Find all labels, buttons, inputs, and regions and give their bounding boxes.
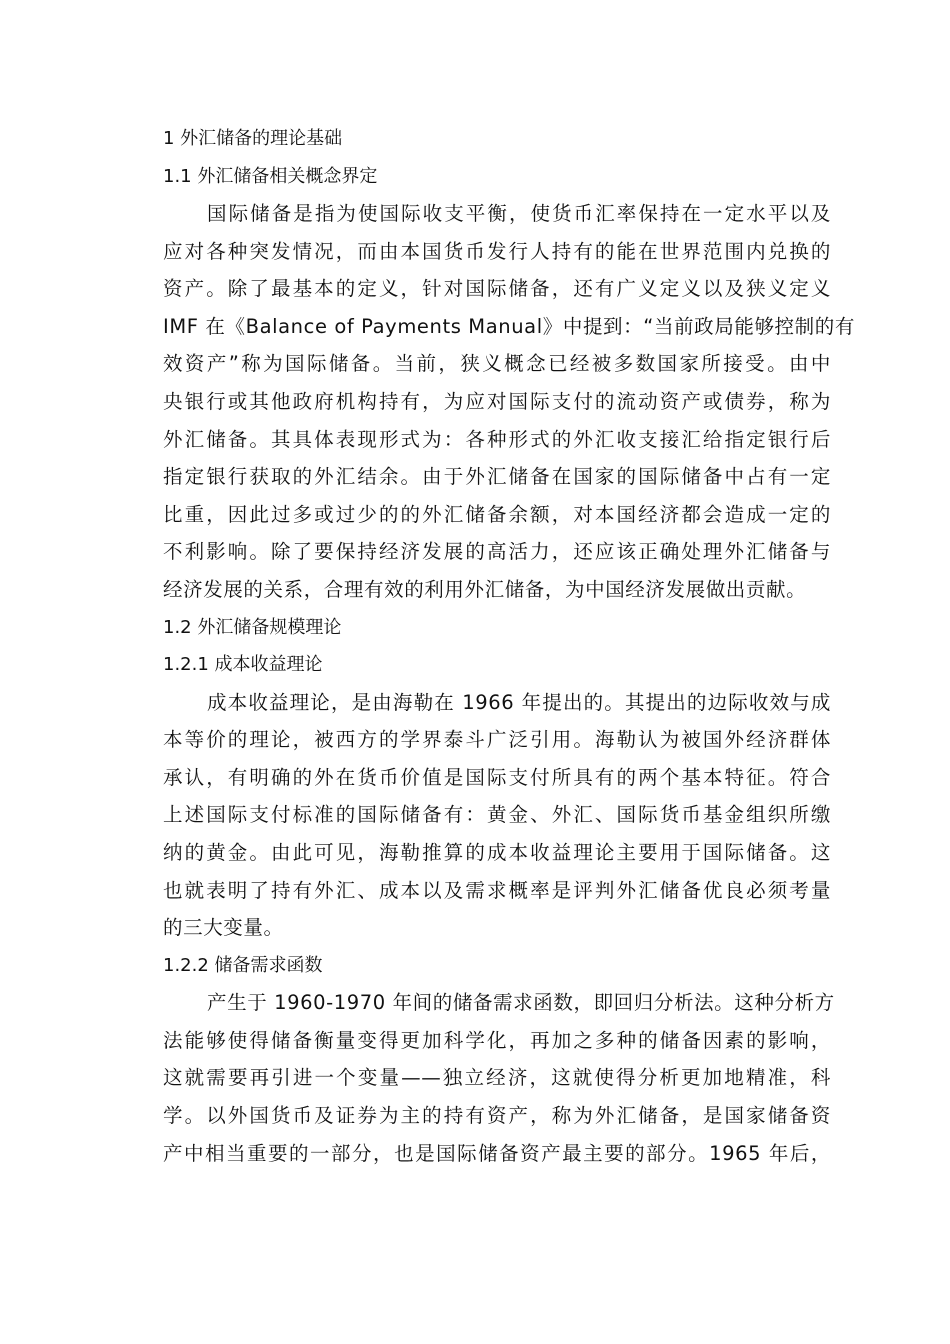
text-line: 比重，因此过多或过少的的外汇储备余额，对本国经济都会造成一定的 xyxy=(163,502,831,526)
section-heading-1-2-2: 1.2.2 储备需求函数 xyxy=(163,954,323,976)
text-line: 学。以外国货币及证券为主的持有资产，称为外汇储备，是国家储备资 xyxy=(163,1103,831,1127)
text-line: 承认，有明确的外在货币价值是国际支付所具有的两个基本特征。符合 xyxy=(163,765,831,789)
text-line: 成本收益理论，是由海勒在 1966 年提出的。其提出的边际收效与成 xyxy=(207,690,831,714)
text-line: 本等价的理论，被西方的学界泰斗广泛引用。海勒认为被国外经济群体 xyxy=(163,728,831,752)
text-line: 国际储备是指为使国际收支平衡，使货币汇率保持在一定水平以及 xyxy=(207,202,831,225)
text-line: 资产。除了最基本的定义，针对国际储备，还有广义定义以及狭义定义 xyxy=(163,277,831,301)
document-body xyxy=(119,120,855,1172)
text-line: 也就表明了持有外汇、成本以及需求概率是评判外汇储备优良必须考量 xyxy=(163,878,831,902)
text-line: 产中相当重要的一部分，也是国际储备资产最主要的部分。1965 年后， xyxy=(163,1141,831,1165)
text-line: IMF 在《Balance of Payments Manual》中提到：“当前政局能够控制的有 xyxy=(163,314,855,338)
text-line: 这就需要再引进一个变量——独立经济，这就使得分析更加地精准，科 xyxy=(163,1066,831,1090)
text-line: 纳的黄金。由此可见，海勒推算的成本收益理论主要用于国际储备。这 xyxy=(163,840,831,864)
text-line: 不利影响。除了要保持经济发展的高活力，还应该正确处理外汇储备与 xyxy=(163,540,831,564)
section-heading-1-2-1: 1.2.1 成本收益理论 xyxy=(163,654,323,676)
text-line: 央银行或其他政府机构持有，为应对国际支付的流动资产或债券，称为 xyxy=(163,389,831,413)
paragraph-reserve-demand-function xyxy=(119,984,835,1172)
text-line: 效资产”称为国际储备。当前，狭义概念已经被多数国家所接受。由中 xyxy=(163,352,831,376)
text-line: 经济发展的关系，合理有效的利用外汇储备，为中国经济发展做出贡献。 xyxy=(163,577,807,601)
paragraph-cost-benefit-theory xyxy=(119,684,831,947)
text-line: 外汇储备。其具体表现形式为：各种形式的外汇收支接汇给指定银行后 xyxy=(163,427,831,451)
text-line: 法能够使得储备衡量变得更加科学化，再加之多种的储备因素的影响， xyxy=(163,1028,831,1052)
text-line: 产生于 1960-1970 年间的储备需求函数，即回归分析法。这种分析方 xyxy=(207,991,835,1015)
paragraph-international-reserves xyxy=(119,195,855,609)
text-line: 指定银行获取的外汇结余。由于外汇储备在国家的国际储备中占有一定 xyxy=(163,465,831,489)
section-heading-1-1: 1.1 外汇储备相关概念界定 xyxy=(163,165,378,187)
section-heading-1: 1 外汇储备的理论基础 xyxy=(163,128,343,149)
text-line: 的三大变量。 xyxy=(163,916,284,940)
section-heading-1-2: 1.2 外汇储备规模理论 xyxy=(163,616,342,638)
text-line: 应对各种突发情况，而由本国货币发行人持有的能在世界范围内兑换的 xyxy=(163,239,831,263)
text-line: 上述国际支付标准的国际储备有：黄金、外汇、国际货币基金组织所缴 xyxy=(163,803,831,827)
